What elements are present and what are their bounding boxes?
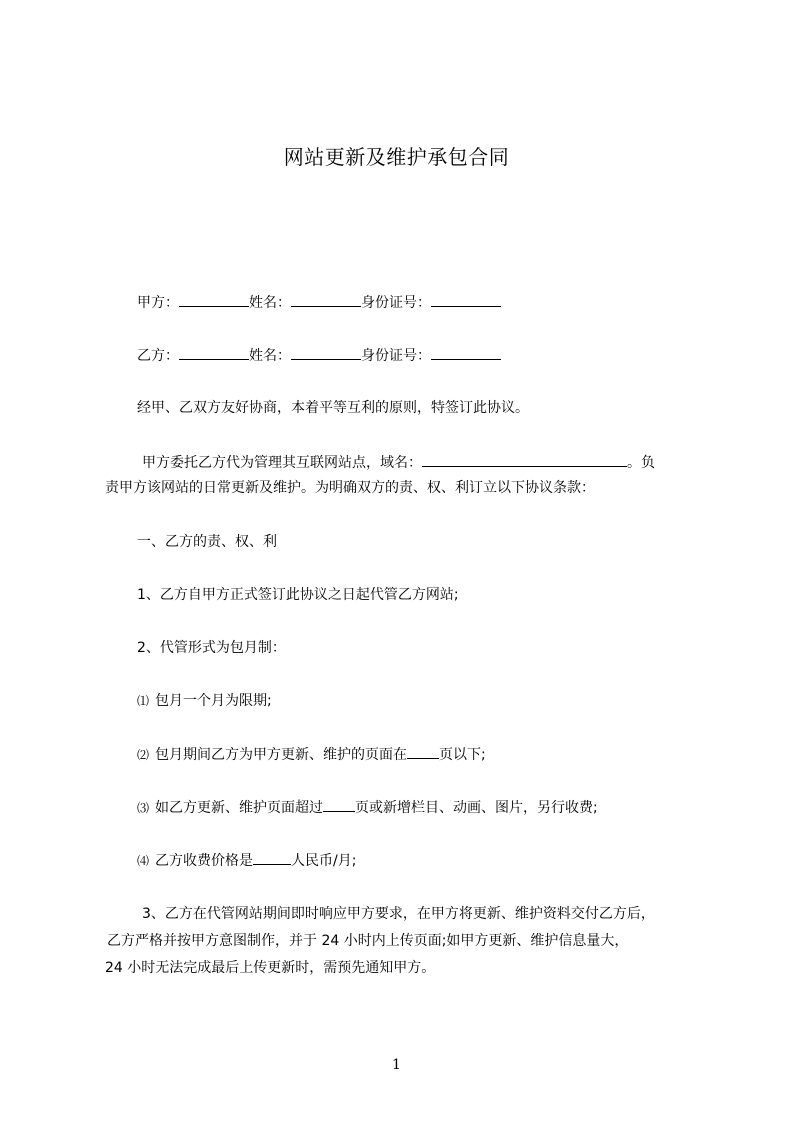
price-blank	[253, 850, 291, 865]
party-a-name-label: 姓名：	[249, 295, 291, 311]
intro-paragraph: 经甲、乙双方友好协商，本着平等互利的原则，特签订此协议。	[137, 400, 529, 416]
section-1-heading: 一、乙方的责、权、利	[137, 534, 277, 550]
party-a-label: 甲方：	[137, 295, 179, 311]
sub-clause-2-text-before: 包月期间乙方为甲方更新、维护的页面在	[155, 747, 408, 763]
sub-clause-4	[137, 850, 356, 871]
clause-2: 2、代管形式为包月制：	[137, 640, 286, 656]
sub-clause-1	[137, 691, 272, 711]
party-a-id-blank	[431, 292, 501, 307]
party-a-blank	[179, 292, 249, 307]
page-count-blank	[407, 744, 439, 759]
clause-1: 1、乙方自甲方正式签订此协议之日起代管乙方网站;	[137, 587, 459, 603]
sub-clause-2	[137, 744, 486, 765]
party-a-name-blank	[291, 292, 361, 307]
sub-clause-3-number: ⑶	[137, 801, 150, 815]
party-b-blank	[179, 345, 249, 360]
party-b-label: 乙方：	[137, 348, 179, 364]
sub-clause-3-text-before: 如乙方更新、维护页面超过	[155, 800, 324, 816]
party-b-name-label: 姓名：	[249, 348, 291, 364]
document-title: 网站更新及维护承包合同	[283, 145, 510, 169]
party-a-line	[137, 292, 501, 313]
party-b-id-blank	[431, 345, 501, 360]
sub-clause-2-number: ⑵	[137, 748, 150, 762]
delegation-text-after: 。负	[627, 455, 655, 471]
sub-clause-1-number: ⑴	[137, 694, 150, 708]
sub-clause-2-text-after: 页以下;	[439, 747, 486, 763]
party-b-name-blank	[291, 345, 361, 360]
sub-clause-4-number: ⑷	[137, 854, 150, 868]
sub-clause-4-text-before: 乙方收费价格是	[155, 853, 254, 869]
party-b-line	[137, 345, 501, 366]
party-b-id-label: 身份证号：	[361, 348, 431, 364]
domain-blank	[422, 452, 627, 467]
delegation-line-1	[142, 452, 655, 473]
delegation-line-2: 责甲方该网站的日常更新及维护。为明确双方的责、权、利订立以下协议条款：	[105, 480, 595, 496]
clause-3-line-1: 3、乙方在代管网站期间即时响应甲方要求，在甲方将更新、维护资料交付乙方后，	[142, 906, 655, 922]
page-number: 1	[392, 1057, 401, 1073]
party-a-id-label: 身份证号：	[361, 295, 431, 311]
sub-clause-3	[137, 797, 598, 818]
clause-3-line-2: 乙方严格并按甲方意图制作，并于 24 小时内上传页面;如甲方更新、维护信息量大，	[107, 933, 629, 949]
sub-clause-1-text: 包月一个月为限期;	[155, 693, 272, 709]
delegation-text-before: 甲方委托乙方代为管理其互联网站点，域名：	[142, 455, 422, 471]
clause-3-line-3: 24 小时无法完成最后上传更新时，需预先通知甲方。	[105, 960, 436, 976]
sub-clause-3-text-after: 页或新增栏目、动画、图片，另行收费;	[355, 800, 598, 816]
sub-clause-4-text-after: 人民币/月;	[291, 853, 357, 869]
page-limit-blank	[323, 797, 355, 812]
